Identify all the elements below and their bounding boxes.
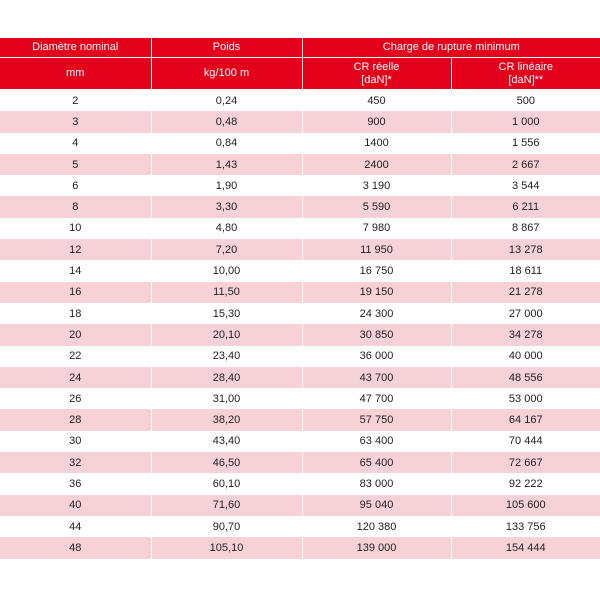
cell-diameter: 24 xyxy=(0,367,151,388)
table-row xyxy=(0,409,600,430)
cell-diameter: 12 xyxy=(0,239,151,260)
cell-cr-reelle: 63 400 xyxy=(302,431,451,452)
table-row xyxy=(0,133,600,154)
cell-weight: 1,43 xyxy=(151,154,302,175)
table-row xyxy=(0,282,600,303)
cell-cr-lineaire: 70 444 xyxy=(451,431,600,452)
cell-cr-lineaire: 1 556 xyxy=(451,133,600,154)
cell-cr-lineaire: 8 867 xyxy=(451,218,600,239)
table-row xyxy=(0,239,600,260)
header-cr-reelle-label: CR réelle xyxy=(353,60,400,73)
specifications-table xyxy=(0,38,600,559)
cell-weight: 60,10 xyxy=(151,473,302,494)
table-body xyxy=(0,90,600,559)
cell-weight: 4,80 xyxy=(151,218,302,239)
cell-cr-reelle: 7 980 xyxy=(302,218,451,239)
table-row xyxy=(0,367,600,388)
header-diameter: Diamètre nominal xyxy=(0,38,151,58)
table-row xyxy=(0,111,600,132)
cell-cr-reelle: 43 700 xyxy=(302,367,451,388)
cell-cr-reelle: 3 190 xyxy=(302,175,451,196)
table-row xyxy=(0,431,600,452)
cell-weight: 0,84 xyxy=(151,133,302,154)
cell-cr-lineaire: 48 556 xyxy=(451,367,600,388)
cell-cr-reelle: 2400 xyxy=(302,154,451,175)
cell-cr-reelle: 47 700 xyxy=(302,388,451,409)
cell-weight: 10,00 xyxy=(151,260,302,281)
table-header xyxy=(0,38,600,90)
table-row xyxy=(0,388,600,409)
cell-weight: 31,00 xyxy=(151,388,302,409)
cell-cr-reelle: 95 040 xyxy=(302,495,451,516)
cell-cr-reelle: 36 000 xyxy=(302,346,451,367)
cell-weight: 3,30 xyxy=(151,196,302,217)
cell-cr-reelle: 1400 xyxy=(302,133,451,154)
cell-cr-reelle: 65 400 xyxy=(302,452,451,473)
cell-weight: 28,40 xyxy=(151,367,302,388)
cell-cr-lineaire: 53 000 xyxy=(451,388,600,409)
cell-diameter: 32 xyxy=(0,452,151,473)
cell-diameter: 14 xyxy=(0,260,151,281)
cell-cr-lineaire: 21 278 xyxy=(451,282,600,303)
cell-diameter: 26 xyxy=(0,388,151,409)
cell-diameter: 18 xyxy=(0,303,151,324)
cell-cr-reelle: 120 380 xyxy=(302,516,451,537)
cell-weight: 23,40 xyxy=(151,346,302,367)
table-row xyxy=(0,495,600,516)
cell-cr-reelle: 450 xyxy=(302,90,451,112)
table-row xyxy=(0,218,600,239)
cell-cr-lineaire: 92 222 xyxy=(451,473,600,494)
cell-weight: 105,10 xyxy=(151,537,302,558)
cell-weight: 20,10 xyxy=(151,324,302,345)
table-row xyxy=(0,196,600,217)
header-row-2 xyxy=(0,58,600,90)
cell-cr-lineaire: 154 444 xyxy=(451,537,600,558)
table-row xyxy=(0,346,600,367)
cell-weight: 71,60 xyxy=(151,495,302,516)
cell-diameter: 22 xyxy=(0,346,151,367)
cell-diameter: 28 xyxy=(0,409,151,430)
cell-diameter: 5 xyxy=(0,154,151,175)
cell-cr-reelle: 16 750 xyxy=(302,260,451,281)
cell-cr-reelle: 24 300 xyxy=(302,303,451,324)
cell-diameter: 10 xyxy=(0,218,151,239)
cell-cr-reelle: 19 150 xyxy=(302,282,451,303)
cell-cr-lineaire: 34 278 xyxy=(451,324,600,345)
header-cr-lineaire-label: CR linéaire xyxy=(498,60,553,73)
cell-weight: 90,70 xyxy=(151,516,302,537)
table-row xyxy=(0,452,600,473)
cell-cr-lineaire: 72 667 xyxy=(451,452,600,473)
cell-cr-reelle: 5 590 xyxy=(302,196,451,217)
header-breaking-load: Charge de rupture minimum xyxy=(302,38,600,58)
cell-weight: 38,20 xyxy=(151,409,302,430)
cell-cr-lineaire: 27 000 xyxy=(451,303,600,324)
cell-diameter: 40 xyxy=(0,495,151,516)
table-row xyxy=(0,516,600,537)
table-row xyxy=(0,260,600,281)
cell-weight: 0,48 xyxy=(151,111,302,132)
cell-cr-lineaire: 133 756 xyxy=(451,516,600,537)
cell-diameter: 36 xyxy=(0,473,151,494)
table-row xyxy=(0,175,600,196)
cell-diameter: 2 xyxy=(0,90,151,112)
cell-diameter: 30 xyxy=(0,431,151,452)
cell-diameter: 16 xyxy=(0,282,151,303)
cell-diameter: 3 xyxy=(0,111,151,132)
cell-diameter: 8 xyxy=(0,196,151,217)
cell-cr-lineaire: 2 667 xyxy=(451,154,600,175)
table-row xyxy=(0,303,600,324)
header-row-1 xyxy=(0,38,600,58)
header-cr-lineaire xyxy=(451,58,600,90)
cell-diameter: 48 xyxy=(0,537,151,558)
table-row xyxy=(0,537,600,558)
table-row xyxy=(0,473,600,494)
cell-cr-lineaire: 1 000 xyxy=(451,111,600,132)
header-unit-mm: mm xyxy=(0,58,151,90)
cell-cr-lineaire: 18 611 xyxy=(451,260,600,281)
cell-weight: 46,50 xyxy=(151,452,302,473)
header-cr-reelle-unit: [daN]* xyxy=(361,73,392,86)
cell-weight: 43,40 xyxy=(151,431,302,452)
header-unit-kg: kg/100 m xyxy=(151,58,302,90)
cell-cr-reelle: 900 xyxy=(302,111,451,132)
cell-cr-lineaire: 64 167 xyxy=(451,409,600,430)
cell-cr-lineaire: 500 xyxy=(451,90,600,112)
cell-cr-lineaire: 105 600 xyxy=(451,495,600,516)
cell-diameter: 44 xyxy=(0,516,151,537)
table-row xyxy=(0,154,600,175)
cell-cr-reelle: 83 000 xyxy=(302,473,451,494)
cell-diameter: 6 xyxy=(0,175,151,196)
cell-weight: 0,24 xyxy=(151,90,302,112)
cell-cr-reelle: 139 000 xyxy=(302,537,451,558)
cell-weight: 7,20 xyxy=(151,239,302,260)
cell-cr-lineaire: 40 000 xyxy=(451,346,600,367)
cell-cr-reelle: 11 950 xyxy=(302,239,451,260)
cell-cr-reelle: 30 850 xyxy=(302,324,451,345)
header-weight: Poids xyxy=(151,38,302,58)
cell-cr-lineaire: 13 278 xyxy=(451,239,600,260)
header-cr-lineaire-unit: [daN]** xyxy=(508,73,544,86)
cell-cr-lineaire: 6 211 xyxy=(451,196,600,217)
cell-diameter: 4 xyxy=(0,133,151,154)
cell-weight: 11,50 xyxy=(151,282,302,303)
cell-weight: 1,90 xyxy=(151,175,302,196)
table-container xyxy=(0,38,600,559)
cell-cr-reelle: 57 750 xyxy=(302,409,451,430)
cell-diameter: 20 xyxy=(0,324,151,345)
cell-weight: 15,30 xyxy=(151,303,302,324)
header-cr-reelle xyxy=(302,58,451,90)
cell-cr-lineaire: 3 544 xyxy=(451,175,600,196)
table-row xyxy=(0,90,600,112)
table-row xyxy=(0,324,600,345)
